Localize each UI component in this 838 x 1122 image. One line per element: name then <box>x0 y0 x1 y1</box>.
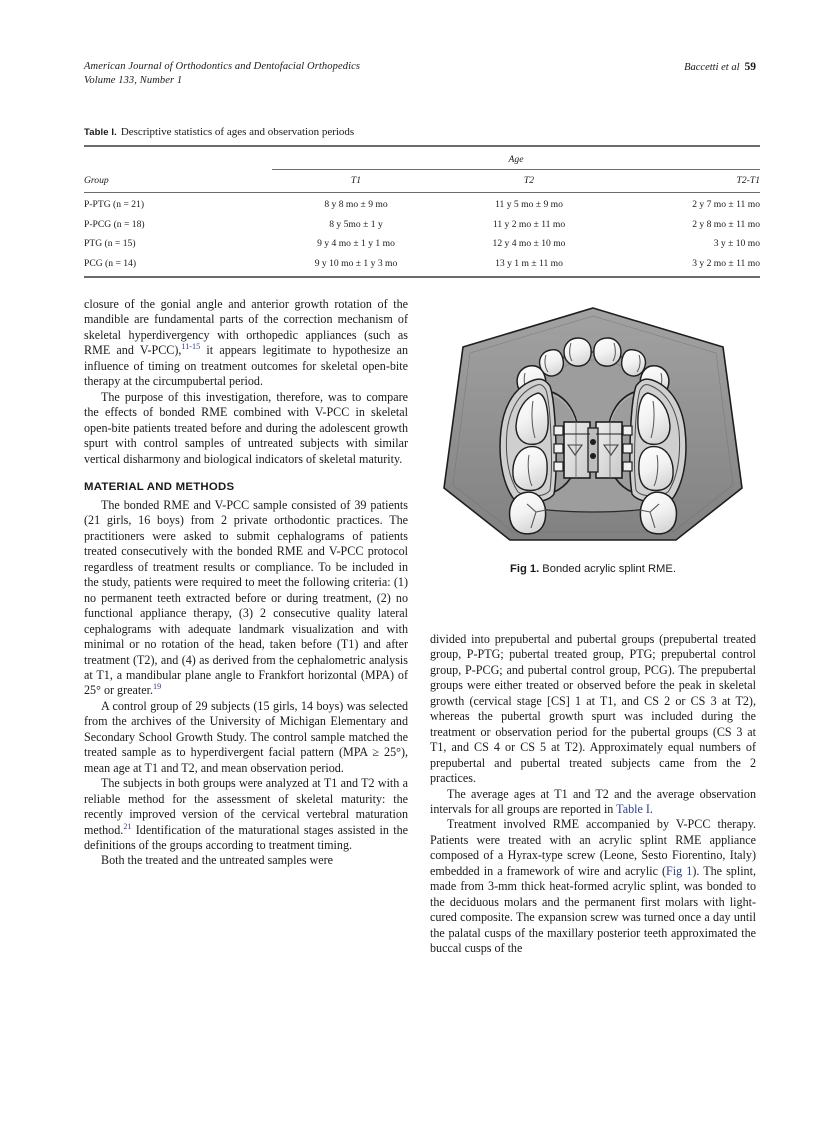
para1-text-a: closure of the gonial angle and anterior growth rotation of the mandible are fundamental parts of the correction mechanism of skeletal hyperdivergency with orthopedic appliances (such as RME and V-PCC), <box>84 297 408 358</box>
table-i-link[interactable]: Table I <box>616 801 650 816</box>
figure-caption <box>430 562 756 577</box>
citation-ref[interactable]: 11-15 <box>181 342 201 352</box>
para3-text: The bonded RME and V-PCC sample consisted of 39 patients (21 girls, 16 boys) from 2 private orthodontic practices. The practitioners were asked to submit cephalograms of patients treated consecutively with the bonded RME and V-PCC protocol regardless of treatment results or compliance. To be included in the study, patients were required to meet the following criteria: (1) no permanent teeth extracted before or during treatment, (2) no functional appliance therapy, (3) 2 consecutive quality lateral cephalograms with adequate landmark visualization and with minimal or no rotation of the head, taken before (T1) and after treatment (T2), and (4) as derived from the cephalometric analysis at T1, a mandibular plane angle to Frankfort horizontal (MPA) of 25° or greater. <box>84 497 408 698</box>
running-head-right <box>684 60 756 75</box>
para5-text-a: The subjects in both groups were analyzed at T1 and T2 with a reliable method for the assessment of skeletal maturity: the recently improved version of the cervical vertebral maturation method. <box>84 776 408 837</box>
rule <box>84 277 760 278</box>
cell-group: P-PCG (n = 18) <box>84 218 145 230</box>
para5-text-b: Identification of the maturational stages assisted in the definitions of the groups according to treatment timing. <box>84 822 408 852</box>
authors-short: Baccetti et al <box>684 62 740 73</box>
hyrax-expansion-screw <box>554 422 632 478</box>
paragraph-group-division: divided into prepubertal and pubertal groups (prepubertal treated group, P-PTG; pubertal treated group, PTG; prepubertal control group, P-PCG; and pubertal control group, PCG). The prepubertal groups were either treated or observed before the peak in skeletal growth (cervical stage [CS] 1 at T1, and CS 2 or CS 3 at T2), whereas the pubertal growth spurt was included during the treatment or observation period for the pubertal groups (CS 3 at T1, and CS 4 or CS 5 at T2). Approximately equal numbers of prepubertal and pubertal treated subjects came from the 2 practices. <box>430 632 756 786</box>
cell-t1: 8 y 5mo ± 1 y <box>329 218 383 230</box>
cell-group: PTG (n = 15) <box>84 238 136 250</box>
volume-issue: Volume 133, Number 1 <box>84 75 183 86</box>
citation-ref[interactable]: 19 <box>152 682 162 692</box>
maxillary-dental-cast-image <box>430 300 756 555</box>
cell-group: P-PTG (n = 21) <box>84 199 145 210</box>
fig-1-link[interactable]: Fig 1 <box>666 863 693 878</box>
paragraph-skeletal-maturity <box>84 776 408 853</box>
table-row <box>84 232 760 252</box>
paragraph-groups-intro: Both the treated and the untreated samples were <box>101 853 334 868</box>
cell-t2t1: 3 y 2 mo ± 11 mo <box>692 258 760 270</box>
paragraph-control-group: A control group of 29 subjects (15 girls, 14 boys) was selected from the archives of the University of Michigan Elementary and Secondary School Growth Study. The control sample matched the treated sample as to hyperdivergent facial pattern (MPA ≥ 25°), mean age at T1 and T2, and mean observation period. <box>84 698 408 775</box>
span-header-blank <box>84 147 272 169</box>
table-row <box>84 193 760 213</box>
descriptive-statistics-table <box>84 145 760 278</box>
paragraph-average-ages <box>430 787 756 818</box>
figure-1 <box>430 300 756 577</box>
paragraph-sample <box>84 498 408 699</box>
table-label: Table I. <box>84 127 117 138</box>
column-header-t2: T2 <box>523 174 535 186</box>
para1-text-b: it appears legitimate to hypothesize an influence of timing on treatment outcomes for skeletal open-bite therapy at the circumpubertal period. <box>84 343 408 389</box>
paragraph-continuation <box>84 297 408 390</box>
screw-hole <box>590 439 596 445</box>
cell-t1: 8 y 8 mo ± 9 mo <box>324 199 388 210</box>
cell-group: PCG (n = 14) <box>84 258 137 270</box>
table-row <box>84 252 760 272</box>
table-caption <box>84 125 760 140</box>
cell-t2t1: 2 y 7 mo ± 11 mo <box>692 199 760 210</box>
cell-t2t1: 2 y 8 mo ± 11 mo <box>692 218 760 230</box>
paragraph-treatment-protocol <box>430 817 756 956</box>
cell-t2: 13 y 1 m ± 11 mo <box>495 258 563 270</box>
column-header-t1: T1 <box>350 174 362 186</box>
column-header-group: Group <box>84 174 109 186</box>
table-title: Descriptive statistics of ages and observation periods <box>120 126 355 138</box>
page-number: 59 <box>744 61 756 73</box>
para3-text-b: ). The splint, made from 3-mm thick heat-formed acrylic splint, was bonded to the deciduous molars and the permanent first molars with light-cured composite. The expansion screw was turned once a day until the palatal cusps of the maxillary posterior teeth approximated the buccal cusps of the <box>430 863 756 956</box>
screw-attachment-pads-left <box>554 426 563 471</box>
table-column-header-row <box>84 170 760 193</box>
table-span-header-row <box>84 147 760 169</box>
para2-text-a: The average ages at T1 and T2 and the average observation intervals for all groups are reported in <box>430 786 756 816</box>
screw-attachment-pads-right <box>623 426 632 471</box>
cell-t2: 11 y 5 mo ± 9 mo <box>495 199 563 210</box>
cell-t2t1: 3 y ± 10 mo <box>713 238 760 250</box>
figure-label: Fig 1. <box>510 563 540 575</box>
span-header-age: Age <box>508 154 524 165</box>
cell-t2: 12 y 4 mo ± 10 mo <box>492 238 566 250</box>
column-header-t2t1: T2-T1 <box>736 174 760 186</box>
running-head-left <box>84 60 360 88</box>
table-container <box>84 125 760 278</box>
left-text-column <box>84 297 408 869</box>
table-row <box>84 213 760 233</box>
screw-hole <box>590 453 596 459</box>
journal-title: American Journal of Orthodontics and Dentofacial Orthopedics <box>84 61 361 72</box>
cell-t2: 11 y 2 mo ± 11 mo <box>492 218 566 230</box>
para3-text-a: Treatment involved RME accompanied by V-PCC therapy. Patients were treated with an acrylic splint RME appliance composed of a Hyrax-type screw (Leone, Sesto Fiorentino, Italy) embedded in a framework of wire and acrylic ( <box>430 817 756 878</box>
citation-ref[interactable]: 21 <box>123 821 132 831</box>
paragraph-purpose: The purpose of this investigation, therefore, was to compare the effects of bonded RME combined with V-PCC in skeletal open-bite patients treated before and during the adolescent growth spurt with control samples of untreated subjects with similar vertical disharmony and biological indicators of skeletal maturity. <box>84 389 408 466</box>
right-text-column <box>430 632 756 957</box>
cell-t1: 9 y 10 mo ± 1 y 3 mo <box>314 258 398 270</box>
running-head <box>84 60 756 94</box>
para2-text-b: . <box>649 801 653 816</box>
cell-t1: 9 y 4 mo ± 1 y 1 mo <box>317 238 395 250</box>
figure-caption-text: Bonded acrylic splint RME. <box>542 563 676 575</box>
section-heading-material-and-methods: MATERIAL AND METHODS <box>84 480 235 493</box>
table-rule-bottom <box>84 277 760 278</box>
